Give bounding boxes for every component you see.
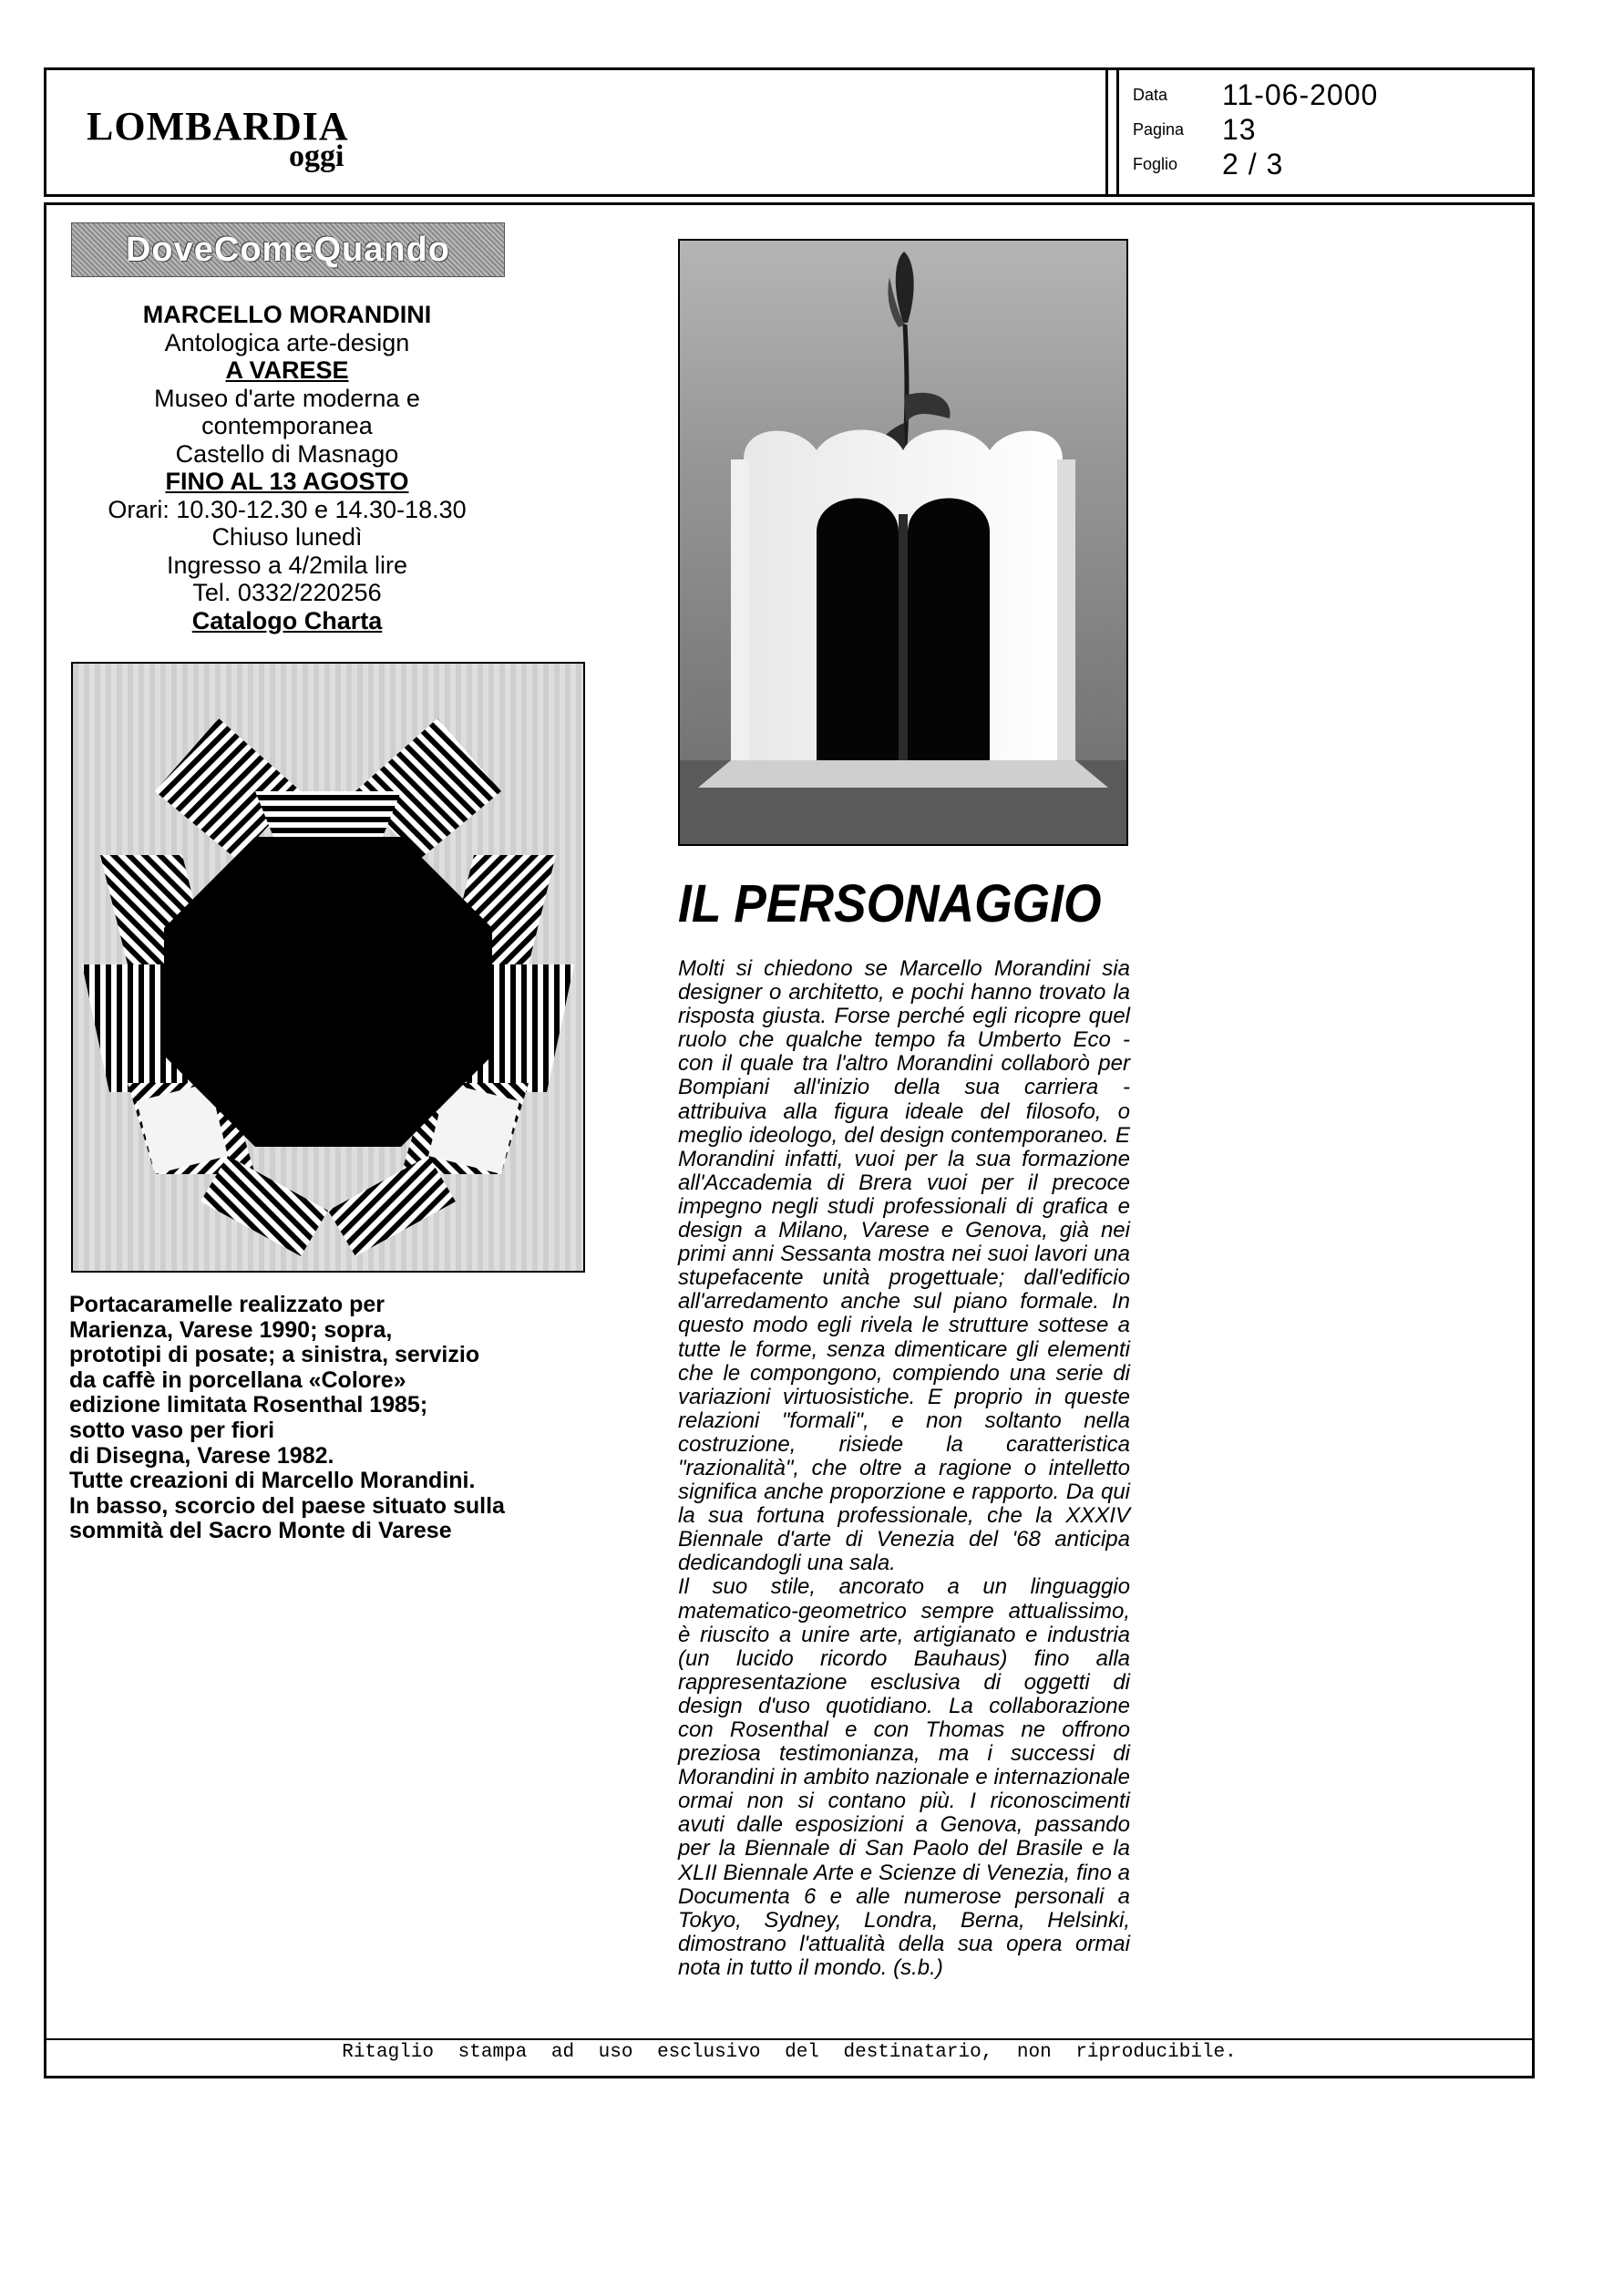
candy-dish-photo bbox=[71, 662, 585, 1273]
footer-divider bbox=[44, 2038, 1535, 2040]
meta-label: Foglio bbox=[1133, 154, 1178, 173]
header-divider bbox=[1105, 70, 1108, 194]
meta-row-page bbox=[1127, 112, 1528, 147]
logo-line-1: LOMBARDIA bbox=[87, 104, 349, 149]
event-entry: Ingresso a 4/2mila lire bbox=[166, 551, 408, 579]
flower-vase-photo bbox=[678, 239, 1128, 846]
header-divider bbox=[1116, 70, 1119, 194]
photo-caption bbox=[69, 1293, 561, 1544]
event-hours: Orari: 10.30-12.30 e 14.30-18.30 bbox=[108, 495, 467, 523]
caption-line: prototipi di posate; a sinistra, servizio bbox=[69, 1342, 480, 1368]
event-info bbox=[55, 301, 519, 634]
clipping-meta bbox=[1127, 77, 1528, 181]
meta-row-date bbox=[1127, 77, 1528, 112]
meta-value: 2 / 3 bbox=[1222, 147, 1284, 180]
caption-line: sotto vaso per fiori bbox=[69, 1417, 275, 1443]
meta-row-sheet bbox=[1127, 147, 1528, 181]
newspaper-logo bbox=[87, 104, 349, 173]
candy-dish-illustration bbox=[73, 664, 583, 1271]
caption-line: edizione limitata Rosenthal 1985; bbox=[69, 1392, 428, 1418]
caption-line: In basso, scorcio del paese situato sulla bbox=[69, 1492, 505, 1519]
meta-value: 11-06-2000 bbox=[1222, 77, 1379, 111]
event-subtitle: Antologica arte-design bbox=[164, 328, 410, 356]
article-paragraph: Molti si chiedono se Marcello Morandini sia designer o architetto, e pochi hanno trovato la risposta giusta. Forse perché egli ricopre quel ruolo che qualche tempo fa Umberto Eco - con il quale tra l'altro Morandini collaborò per Bompiani all'inizio della sua carriera - attribuiva alla figura ideale del filosofo, o meglio ideologo, del design contemporaneo. E Morandini infatti, vuoi per la sua formazione all'Accademia di Brera vuoi per il precoce impegno negli studi professionali di grafica e design a Milano, Varese e Genova, già nei primi anni Sessanta mostra nei suoi lavori una stupefacente unità progettuale; dall'edificio all'arredamento anche sul piano formale. In questo modo egli rivela le strutture sottese a tutte le forme, senza dimenticare gli elementi che le compongono, compiendo una serie di variazioni virtuosistiche. E proprio in queste relazioni "formali", e non soltanto nella costruzione, risiede la caratteristica "razionalità", che oltre a ragione o intelletto significa anche proporzione e rapporto. Da qui la sua fortuna professionale, che la XXXIV Biennale d'arte di Venezia del '68 anticipa dedicandogli una sala. bbox=[678, 956, 1130, 1576]
event-venue: contemporanea bbox=[201, 412, 373, 439]
article-body bbox=[678, 957, 1130, 1980]
meta-value: 13 bbox=[1222, 112, 1257, 146]
event-phone: Tel. 0332/220256 bbox=[192, 579, 382, 606]
caption-line: da caffè in porcellana «Colore» bbox=[69, 1366, 406, 1393]
meta-label: Pagina bbox=[1133, 119, 1185, 139]
flower-vase-illustration bbox=[680, 241, 1126, 844]
section-title: DoveComeQuando bbox=[125, 230, 451, 269]
meta-label: Data bbox=[1133, 85, 1168, 104]
logo-line-2: oggi bbox=[289, 139, 344, 173]
event-name: MARCELLO MORANDINI bbox=[142, 301, 432, 328]
article-kicker: IL PERSONAGGIO bbox=[678, 874, 1102, 933]
event-venue: Castello di Masnago bbox=[175, 439, 399, 468]
caption-line: Portacaramelle realizzato per bbox=[69, 1292, 385, 1317]
caption-line: Marienza, Varese 1990; sopra, bbox=[69, 1316, 393, 1343]
event-venue: Museo d'arte moderna e bbox=[154, 384, 420, 412]
section-banner bbox=[71, 222, 505, 277]
clipping-disclaimer: Ritaglio stampa ad uso esclusivo del destinatario, non riproducibile. bbox=[342, 2042, 1237, 2063]
caption-line: sommità del Sacro Monte di Varese bbox=[69, 1518, 452, 1544]
article-paragraph: Il suo stile, ancorato a un linguaggio matematico-geometrico sempre attualissimo, è riuscito a unire arte, artigianato e industria (un lucido ricordo Bauhaus) fino alla rappresentazione esclusiva di oggetti di design d'uso quotidiano. La collaborazione con Rosenthal e con Thomas ne offrono preziosa testimonianza, ma i successi di Morandini in ambito nazionale e internazionale ormai non si contano più. I riconoscimenti avuti dalle esposizioni a Genova, passando per la Biennale di San Paolo del Brasile e la XLII Biennale Arte e Scienze di Venezia, fino a Documenta 6 e alle numerose personali a Tokyo, Sydney, Londra, Berna, Helsinki, dimostrano l'attualità della sua opera ormai nota in tutto il mondo. (s.b.) bbox=[678, 1574, 1130, 1980]
clipping-header bbox=[44, 67, 1535, 197]
event-catalog: Catalogo Charta bbox=[191, 606, 383, 634]
event-closed: Chiuso lunedì bbox=[211, 523, 363, 551]
event-dates: FINO AL 13 AGOSTO bbox=[165, 468, 409, 495]
caption-line: di Disegna, Varese 1982. bbox=[69, 1442, 334, 1469]
caption-line: Tutte creazioni di Marcello Morandini. bbox=[69, 1468, 476, 1494]
event-location: A VARESE bbox=[225, 356, 349, 384]
